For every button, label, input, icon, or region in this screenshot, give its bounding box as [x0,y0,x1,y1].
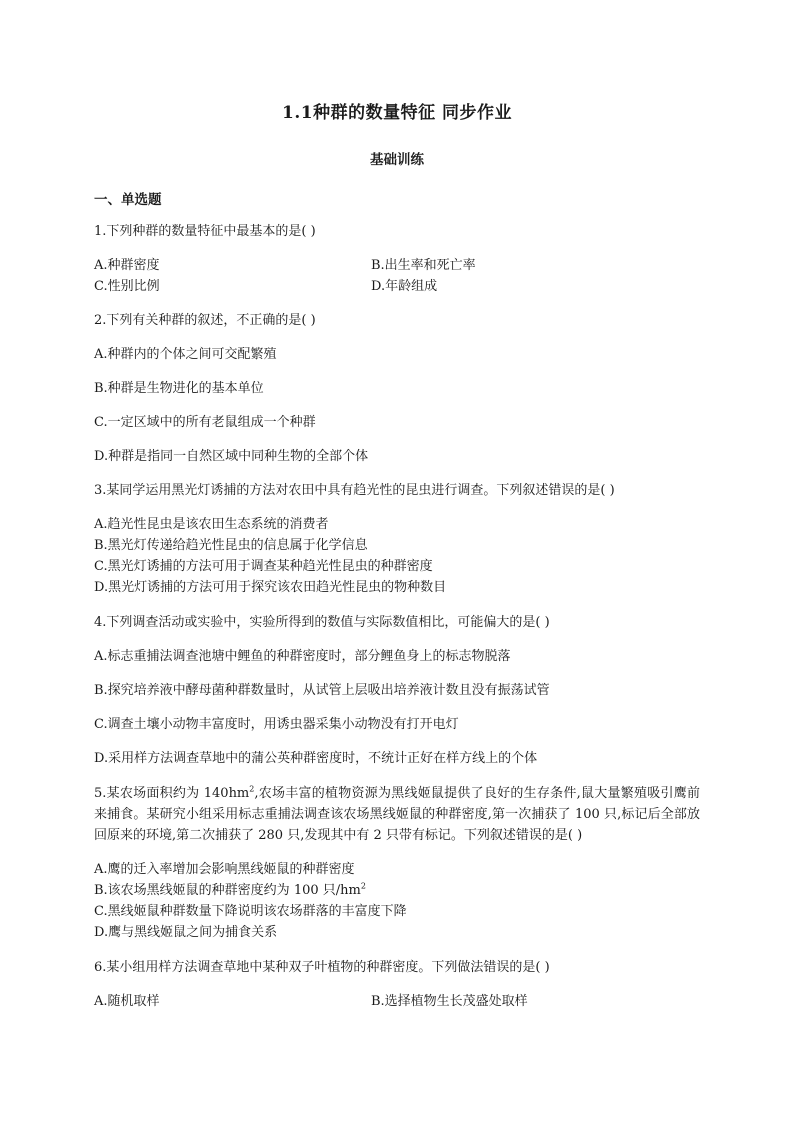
question-1-stem: 1.下列种群的数量特征中最基本的是( ) [94,224,316,239]
question-6-option-b: B.选择植物生长茂盛处取样 [371,994,528,1009]
question-3-stem: 3.某同学运用黑光灯诱捕的方法对农田中具有趋光性的昆虫进行调查。下列叙述错误的是( ) [94,483,615,498]
question-3-option-d: D.黑光灯诱捕的方法可用于探究该农田趋光性昆虫的物种数目 [94,580,447,595]
question-6-option-a: A.随机取样 [94,994,160,1009]
question-3-option-c: C.黑光灯诱捕的方法可用于调查某种趋光性昆虫的种群密度 [94,559,433,574]
question-4-option-d: D.采用样方法调查草地中的蒲公英种群密度时，不统计正好在样方线上的个体 [94,751,538,766]
question-5-option-b-text: B.该农场黑线姬鼠的种群密度约为 100 只/hm [94,883,361,898]
question-1-option-d: D.年龄组成 [371,279,438,294]
question-2-option-a: A.种群内的个体之间可交配繁殖 [94,347,277,362]
page-title: 1.1种群的数量特征 同步作业 [282,103,512,123]
question-5-option-b-superscript: 2 [360,881,366,891]
question-5-option-b [94,881,366,901]
question-2-option-d: D.种群是指同一自然区域中同种生物的全部个体 [94,449,369,464]
page-subtitle: 基础训练 [370,152,424,168]
question-5-stem-part1: 5.某农场面积约为 140hm [94,786,250,801]
question-4-option-c: C.调查土壤小动物丰富度时，用诱虫器采集小动物没有打开电灯 [94,717,459,732]
question-2-stem: 2.下列有关种群的叙述，不正确的是( ) [94,313,316,328]
question-5-option-c: C.黑线姬鼠种群数量下降说明该农场群落的丰富度下降 [94,904,407,919]
question-4-stem: 4.下列调查活动或实验中，实验所得到的数值与实际数值相比，可能偏大的是( ) [94,615,550,630]
question-3-option-b: B.黑光灯传递给趋光性昆虫的信息属于化学信息 [94,538,368,553]
question-4-option-b: B.探究培养液中酵母菌种群数量时，从试管上层吸出培养液计数且没有振荡试管 [94,683,550,698]
question-4-option-a: A.标志重捕法调查池塘中鲤鱼的种群密度时，部分鲤鱼身上的标志物脱落 [94,649,511,664]
question-1-option-a: A.种群密度 [94,258,160,273]
question-2-option-c: C.一定区域中的所有老鼠组成一个种群 [94,415,316,430]
question-3-option-a: A.趋光性昆虫是该农田生态系统的消费者 [94,517,329,532]
question-5-stem-part2: ,农场丰富的植物资源为黑线姬鼠提供了良好的生存条件,鼠大量繁殖吸引鹰前来捕食。某研究小组采用标志重捕法调查该农场黑线姬鼠的种群密度,第一次捕获了 100 只,标记后全部放回原来的环境,第二次捕获了 280 只,发现其中有 2 只带有标记。下列叙述错误的是( ) [94,786,700,843]
question-5-option-a: A.鹰的迁入率增加会影响黑线姬鼠的种群密度 [94,862,355,877]
question-5-stem [94,783,700,846]
question-6-stem: 6.某小组用样方法调查草地中某种双子叶植物的种群密度。下列做法错误的是( ) [94,960,550,975]
question-1-option-c: C.性别比例 [94,279,160,294]
question-5-stem-superscript: 2 [249,784,255,794]
question-5-option-d: D.鹰与黑线姬鼠之间为捕食关系 [94,925,278,940]
section-heading: 一、单选题 [94,192,162,208]
question-2-option-b: B.种群是生物进化的基本单位 [94,381,264,396]
question-1-option-b: B.出生率和死亡率 [371,258,476,273]
